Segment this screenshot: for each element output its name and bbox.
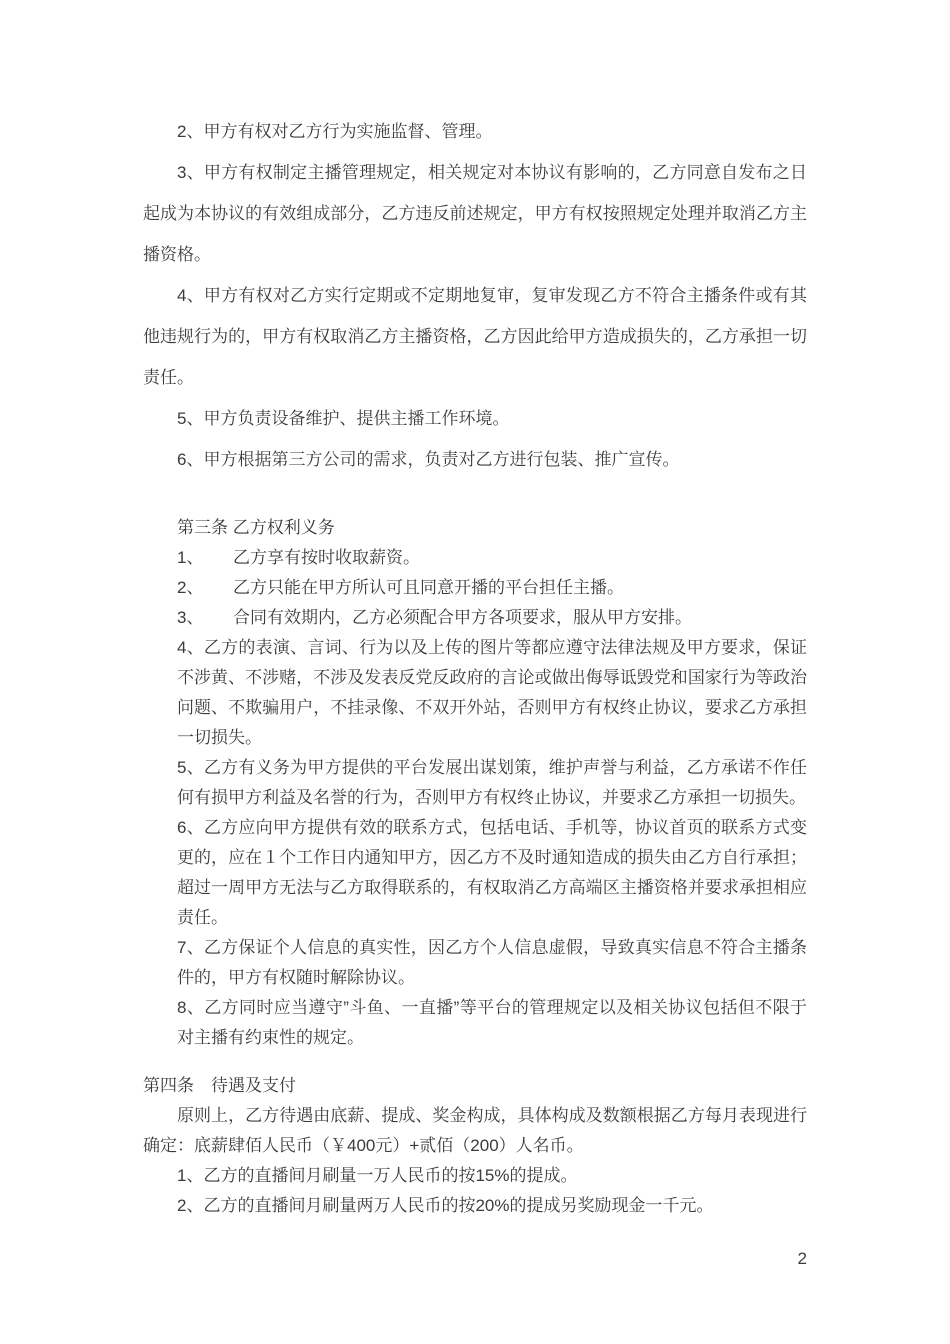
section-4-intro: 原则上，乙方待遇由底薪、提成、奖金构成，具体构成及数额根据乙方每月表现进行确定：底薪肆佰人民币（￥400元）+贰佰（200）人名币。 — [143, 1106, 807, 1155]
contract-paragraph: 2、甲方有权对乙方行为实施监督、管理。 — [177, 122, 493, 141]
list-item: 5、乙方有义务为甲方提供的平台发展出谋划策，维护声誉与利益，乙方承诺不作任何有损甲方利益及名誉的行为，否则甲方有权终止协议，并要求乙方承担一切损失。 — [177, 758, 807, 807]
list-item: 6、乙方应向甲方提供有效的联系方式，包括电话、手机等，协议首页的联系方式变更的，应在１个工作日内通知甲方，因乙方不及时通知造成的损失由乙方自行承担；超过一周甲方无法与乙方取得联系的，有权取消乙方高端区主播资格并要求承担相应责任。 — [177, 818, 807, 927]
contract-paragraph: 5、甲方负责设备维护、提供主播工作环境。 — [177, 409, 510, 428]
list-item-text: 乙方只能在甲方所认可且同意开播的平台担任主播。 — [233, 578, 624, 597]
contract-section-3 — [143, 513, 807, 1053]
list-item: 2、乙方的直播间月刷量两万人民币的按20%的提成另奖励现金一千元。 — [177, 1196, 714, 1215]
list-item-text: 乙方享有按时收取薪资。 — [233, 548, 420, 567]
list-item — [177, 603, 807, 633]
list-item-number: 3、 — [177, 608, 204, 627]
list-item-number: 2、 — [177, 578, 204, 597]
contract-paragraph: 6、甲方根据第三方公司的需求，负责对乙方进行包装、推广宣传。 — [177, 450, 680, 469]
list-item-number: 1、 — [177, 548, 204, 567]
page-number: 2 — [797, 1249, 807, 1268]
section-3-heading: 第三条 乙方权利义务 — [177, 518, 335, 537]
list-item — [177, 573, 807, 603]
contract-section-2-clauses — [143, 111, 807, 480]
list-item: 4、乙方的表演、言词、行为以及上传的图片等都应遵守法律法规及甲方要求，保证不涉黄、不涉赌，不涉及发表反党反政府的言论或做出侮辱诋毁党和国家行为等政治问题、不欺骗用户，不挂录像、不双开外站，否则甲方有权终止协议，要求乙方承担一切损失。 — [177, 638, 807, 747]
contract-paragraph: 4、甲方有权对乙方实行定期或不定期地复审，复审发现乙方不符合主播条件或有其他违规行为的，甲方有权取消乙方主播资格，乙方因此给甲方造成损失的，乙方承担一切责任。 — [143, 286, 807, 387]
list-item-text: 合同有效期内，乙方必须配合甲方各项要求，服从甲方安排。 — [233, 608, 692, 627]
list-item: 1、乙方的直播间月刷量一万人民币的按15%的提成。 — [177, 1166, 578, 1185]
contract-section-4 — [143, 1071, 807, 1221]
list-item: 8、乙方同时应当遵守”斗鱼、一直播”等平台的管理规定以及相关协议包括但不限于对主播有约束性的规定。 — [177, 998, 807, 1047]
contract-paragraph: 3、甲方有权制定主播管理规定，相关规定对本协议有影响的，乙方同意自发布之日起成为本协议的有效组成部分，乙方违反前述规定，甲方有权按照规定处理并取消乙方主播资格。 — [143, 163, 807, 264]
section-4-heading: 第四条 待遇及支付 — [143, 1076, 296, 1095]
list-item: 7、乙方保证个人信息的真实性，因乙方个人信息虚假，导致真实信息不符合主播条件的，甲方有权随时解除协议。 — [177, 938, 807, 987]
list-item — [177, 543, 807, 573]
